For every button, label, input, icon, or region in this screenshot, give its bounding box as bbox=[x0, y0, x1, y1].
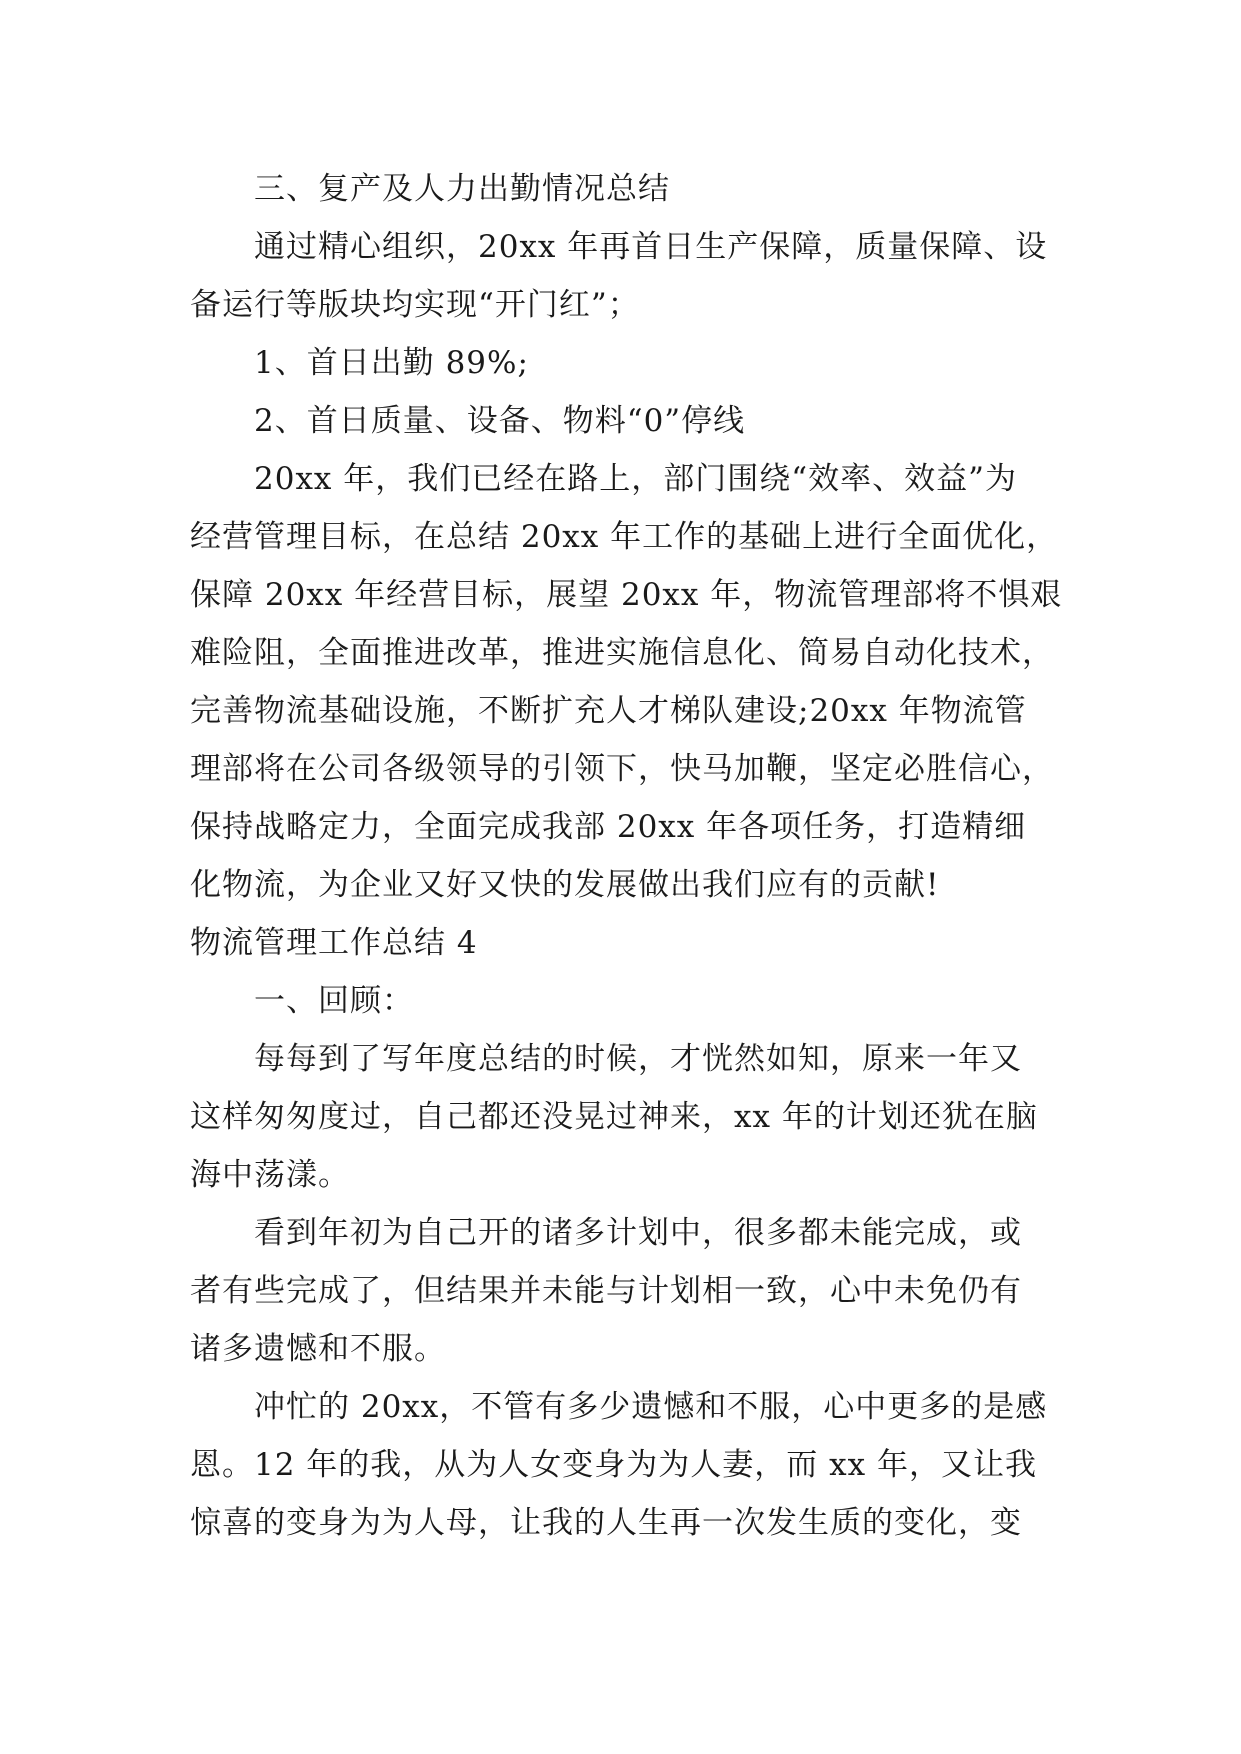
paragraph-line: 经营管理目标，在总结 20xx 年工作的基础上进行全面优化， bbox=[190, 519, 1059, 555]
paragraph-line: 难险阻，全面推进改革，推进实施信息化、简易自动化技术， bbox=[190, 635, 1054, 671]
paragraph-line: 惊喜的变身为为人母，让我的人生再一次发生质的变化，变 bbox=[190, 1505, 1022, 1541]
paragraph-line: 看到年初为自己开的诸多计划中，很多都未能完成，或 bbox=[254, 1215, 1022, 1251]
paragraph-line: 完善物流基础设施，不断扩充人才梯队建设;20xx 年物流管 bbox=[190, 693, 1027, 729]
document-body bbox=[190, 160, 1070, 1552]
paragraph-line: 理部将在公司各级领导的引领下，快马加鞭，坚定必胜信心， bbox=[190, 751, 1054, 787]
paragraph-line: 保障 20xx 年经营目标，展望 20xx 年，物流管理部将不惧艰 bbox=[190, 577, 1063, 613]
section-heading-production-attendance: 三、复产及人力出勤情况总结 bbox=[254, 171, 670, 207]
paragraph-line: 通过精心组织，20xx 年再首日生产保障，质量保障、设 bbox=[254, 229, 1048, 265]
list-item: 1、首日出勤 89%; bbox=[254, 345, 529, 381]
paragraph-line: 保持战略定力，全面完成我部 20xx 年各项任务，打造精细 bbox=[190, 809, 1027, 845]
paragraph-line: 诸多遗憾和不服。 bbox=[190, 1331, 446, 1367]
paragraph-line: 冲忙的 20xx，不管有多少遗憾和不服，心中更多的是感 bbox=[254, 1389, 1048, 1425]
paragraph-line: 备运行等版块均实现“开门红”； bbox=[190, 287, 640, 323]
paragraph-line: 20xx 年，我们已经在路上，部门围绕“效率、效益”为 bbox=[254, 461, 1017, 497]
paragraph-line: 这样匆匆度过，自己都还没晃过神来，xx 年的计划还犹在脑 bbox=[190, 1099, 1038, 1135]
paragraph-line: 恩。12 年的我，从为人女变身为为人妻，而 xx 年，又让我 bbox=[190, 1447, 1037, 1483]
section-heading-review: 一、回顾： bbox=[254, 983, 414, 1019]
paragraph-line: 每每到了写年度总结的时候，才恍然如知，原来一年又 bbox=[254, 1041, 1022, 1077]
list-item: 2、首日质量、设备、物料“0”停线 bbox=[254, 403, 746, 439]
paragraph-line: 海中荡漾。 bbox=[190, 1157, 350, 1193]
document-section-title: 物流管理工作总结 4 bbox=[190, 925, 478, 961]
paragraph-line: 化物流，为企业又好又快的发展做出我们应有的贡献! bbox=[190, 867, 940, 903]
paragraph-line: 者有些完成了，但结果并未能与计划相一致，心中未免仍有 bbox=[190, 1273, 1022, 1309]
